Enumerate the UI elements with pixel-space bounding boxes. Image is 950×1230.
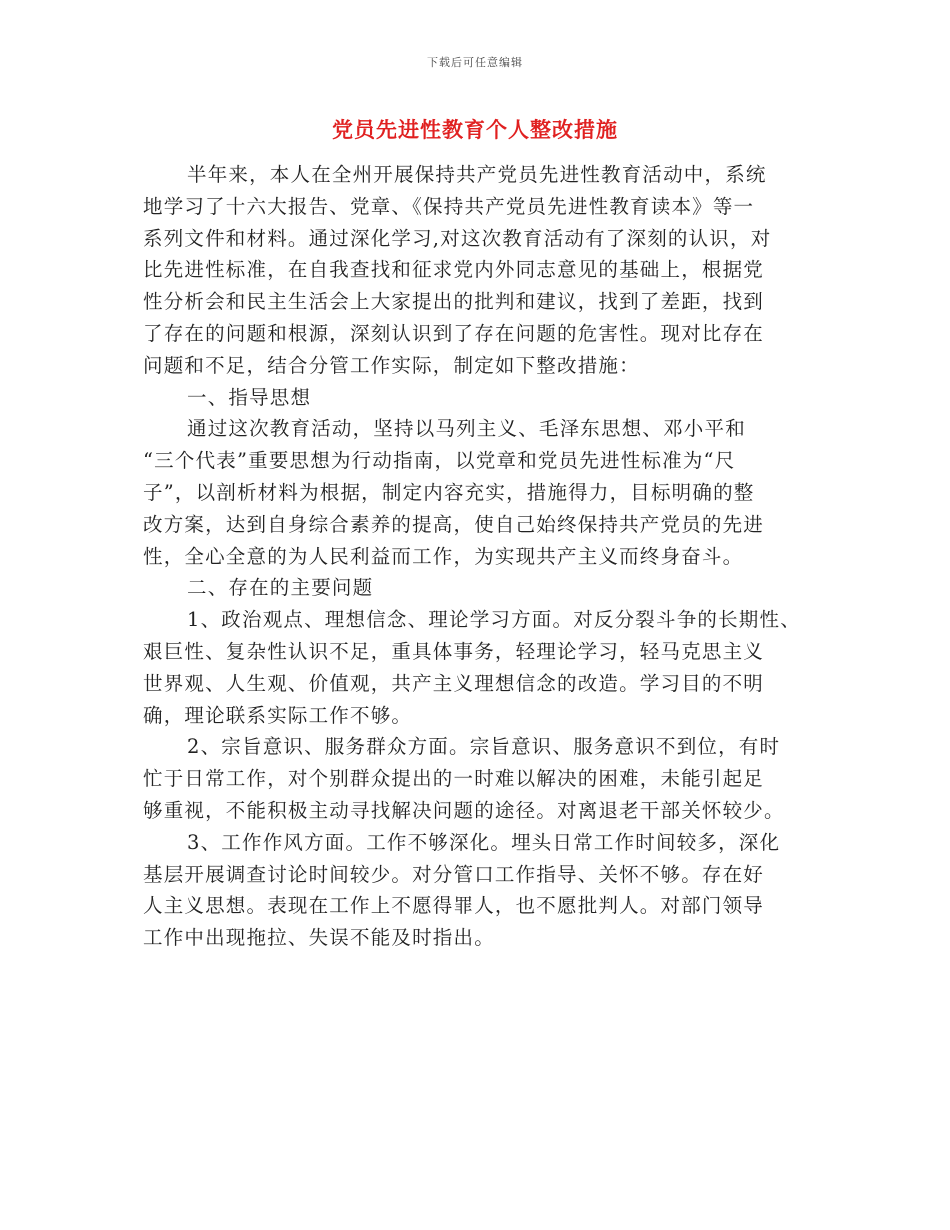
paragraph-line: 3、工作作风方面。工作不够深化。埋头日常工作时间较多，深化 xyxy=(187,830,781,854)
paragraph-line: 系列文件和材料。通过深化学习,对这次教育活动有了深刻的认识，对 xyxy=(143,226,772,250)
paragraph-line: 人主义思想。表现在工作上不愿得罪人，也不愿批判人。对部门领导 xyxy=(143,894,765,918)
paragraph-line: 艰巨性、复杂性认识不足，重具体事务，轻理论学习，轻马克思主义 xyxy=(143,639,765,663)
section-heading-main-problems: 二、存在的主要问题 xyxy=(187,576,374,600)
paragraph-line: 2、宗旨意识、服务群众方面。宗旨意识、服务意识不到位，有时 xyxy=(187,735,781,759)
paragraph-line: 性分析会和民主生活会上大家提出的批判和建议，找到了差距，找到 xyxy=(143,290,765,314)
paragraph-line: 确，理论联系实际工作不够。 xyxy=(143,703,413,727)
paragraph-line: 地学习了十六大报告、党章、《保持共产党员先进性教育读本》等一 xyxy=(143,194,755,218)
paragraph-line: 基层开展调查讨论时间较少。对分管口工作指导、关怀不够。存在好 xyxy=(143,862,765,886)
document-body xyxy=(143,159,833,954)
paragraph-line: 够重视，不能积极主动寻找解决问题的途径。对离退老干部关怀较少。 xyxy=(143,798,785,822)
paragraph-line: “三个代表”重要思想为行动指南，以党章和党员先进性标准为“尺 xyxy=(143,449,736,473)
page-header-note: 下载后可任意编辑 xyxy=(427,56,523,69)
section-heading-guiding-thought: 一、指导思想 xyxy=(187,385,312,409)
paragraph-line: 忙于日常工作，对个别群众提出的一时难以解决的困难，未能引起足 xyxy=(143,767,765,791)
paragraph-line: 性，全心全意的为人民利益而工作，为实现共产主义而终身奋斗。 xyxy=(143,544,744,568)
document-title: 党员先进性教育个人整改措施 xyxy=(332,117,618,142)
paragraph-line: 通过这次教育活动，坚持以马列主义、毛泽东思想、邓小平和 xyxy=(187,417,746,441)
paragraph-line: 工作中出现拖拉、失误不能及时指出。 xyxy=(143,926,495,950)
paragraph-line: 半年来，本人在全州开展保持共产党员先进性教育活动中，系统 xyxy=(187,163,767,186)
paragraph-line: 问题和不足，结合分管工作实际，制定如下整改措施： xyxy=(143,353,640,377)
paragraph-line: 子”，以剖析材料为根据，制定内容充实，措施得力，目标明确的整 xyxy=(143,480,755,504)
paragraph-line: 世界观、人生观、价值观，共产主义理想信念的改造。学习目的不明 xyxy=(143,671,765,695)
paragraph-line: 比先进性标准，在自我查找和征求党内外同志意见的基础上，根据党 xyxy=(143,258,765,282)
paragraph-line: 了存在的问题和根源，深刻认识到了存在问题的危害性。现对比存在 xyxy=(143,321,765,345)
paragraph-line: 改方案，达到自身综合素养的提高，使自己始终保持共产党员的先进 xyxy=(143,512,765,536)
paragraph-line: 1、政治观点、理想信念、理论学习方面。对反分裂斗争的长期性、 xyxy=(187,608,801,632)
